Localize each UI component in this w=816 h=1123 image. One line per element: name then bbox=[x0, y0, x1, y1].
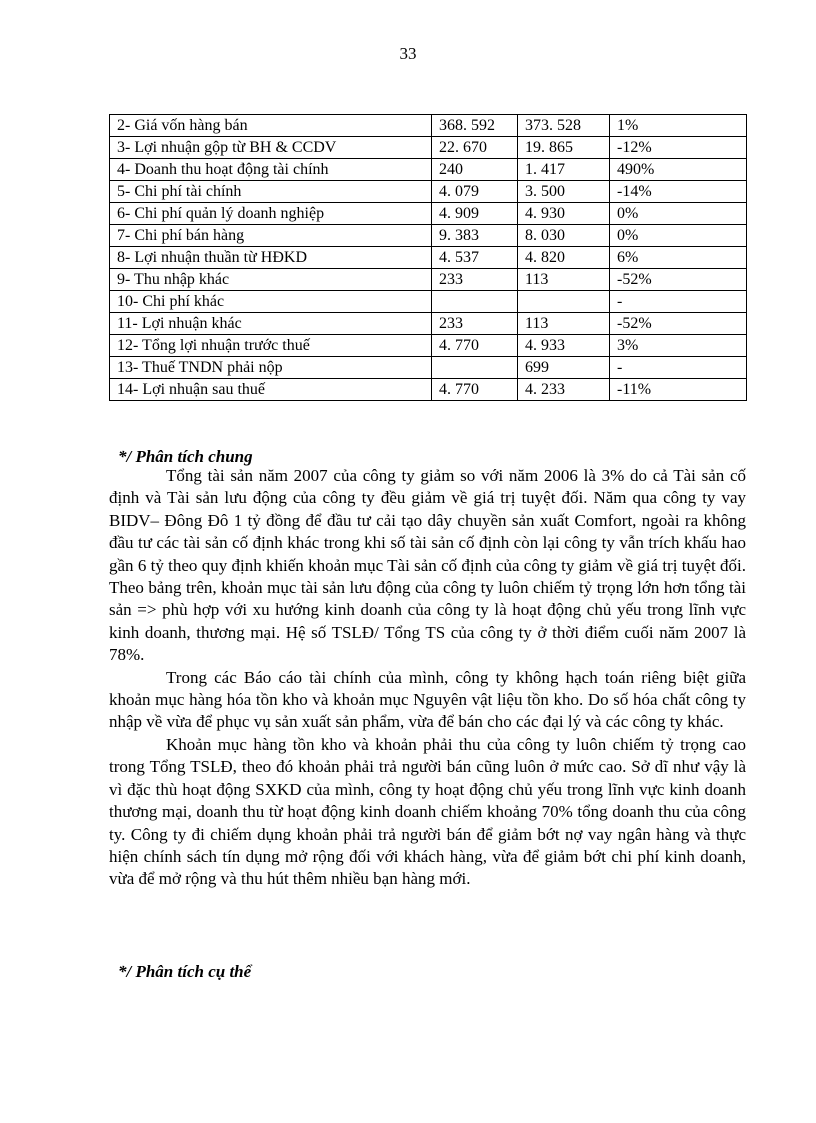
value-2007: 4. 233 bbox=[518, 379, 610, 401]
row-label: 8- Lợi nhuận thuần từ HĐKD bbox=[110, 247, 432, 269]
change-percent: 1% bbox=[610, 115, 747, 137]
row-label: 9- Thu nhập khác bbox=[110, 269, 432, 291]
change-percent: - bbox=[610, 291, 747, 313]
change-percent: 3% bbox=[610, 335, 747, 357]
row-label: 10- Chi phí khác bbox=[110, 291, 432, 313]
table-row bbox=[110, 357, 747, 379]
paragraph: Tổng tài sản năm 2007 của công ty giảm so với năm 2006 là 3% do cả Tài sản cố định và Tài sản lưu động của công ty đều giảm về giá trị tuyệt đối. Năm qua công ty vay BIDV– Đông Đô 1 tỷ đồng để đầu tư cải tạo dây chuyền sản xuất Comfort, ngoài ra không đầu tư các tài sản cố định khác trong khi số tài sản cố định còn lại công ty vẫn trích khấu hao gần 6 tỷ theo quy định khiến khoản mục Tài sản cố định của công ty giảm về giá trị tuyệt đối. Theo bảng trên, khoản mục tài sản lưu động của công ty luôn chiếm tỷ trọng lớn hơn tổng tài sản => phù hợp với xu hướng kinh doanh của công ty là hoạt động chủ yếu trong lĩnh vực kinh doanh, thương mại. Hệ số TSLĐ/ Tổng TS của công ty ở thời điểm cuối năm 2007 là 78%. bbox=[109, 466, 746, 665]
section-heading-detailed-analysis: */ Phân tích cụ thể bbox=[118, 962, 252, 981]
change-percent: 490% bbox=[610, 159, 747, 181]
value-2007: 3. 500 bbox=[518, 181, 610, 203]
value-2007: 4. 933 bbox=[518, 335, 610, 357]
analysis-body bbox=[109, 465, 746, 891]
value-2006 bbox=[432, 291, 518, 313]
value-2007: 1. 417 bbox=[518, 159, 610, 181]
value-2006: 233 bbox=[432, 313, 518, 335]
table-row bbox=[110, 225, 747, 247]
row-label: 14- Lợi nhuận sau thuế bbox=[110, 379, 432, 401]
value-2007: 699 bbox=[518, 357, 610, 379]
row-label: 4- Doanh thu hoạt động tài chính bbox=[110, 159, 432, 181]
value-2007: 113 bbox=[518, 269, 610, 291]
table-row bbox=[110, 115, 747, 137]
row-label: 7- Chi phí bán hàng bbox=[110, 225, 432, 247]
row-label: 3- Lợi nhuận gộp từ BH & CCDV bbox=[110, 137, 432, 159]
change-percent: -12% bbox=[610, 137, 747, 159]
table-row bbox=[110, 335, 747, 357]
change-percent: -11% bbox=[610, 379, 747, 401]
row-label: 13- Thuế TNDN phải nộp bbox=[110, 357, 432, 379]
table-row bbox=[110, 137, 747, 159]
change-percent: -14% bbox=[610, 181, 747, 203]
row-label: 2- Giá vốn hàng bán bbox=[110, 115, 432, 137]
table-row bbox=[110, 291, 747, 313]
page-number: 33 bbox=[399, 44, 417, 63]
table-row bbox=[110, 247, 747, 269]
table-row bbox=[110, 313, 747, 335]
value-2006: 4. 770 bbox=[432, 335, 518, 357]
financial-table-body bbox=[110, 115, 747, 401]
value-2007: 113 bbox=[518, 313, 610, 335]
value-2006: 368. 592 bbox=[432, 115, 518, 137]
change-percent: 0% bbox=[610, 225, 747, 247]
table-row bbox=[110, 159, 747, 181]
section-heading-general-analysis: */ Phân tích chung bbox=[118, 447, 253, 466]
value-2006: 22. 670 bbox=[432, 137, 518, 159]
value-2007: 8. 030 bbox=[518, 225, 610, 247]
value-2007: 4. 820 bbox=[518, 247, 610, 269]
value-2006: 4. 770 bbox=[432, 379, 518, 401]
row-label: 12- Tổng lợi nhuận trước thuế bbox=[110, 335, 432, 357]
value-2006: 240 bbox=[432, 159, 518, 181]
value-2007: 373. 528 bbox=[518, 115, 610, 137]
table-row bbox=[110, 269, 747, 291]
value-2006 bbox=[432, 357, 518, 379]
paragraph: Khoản mục hàng tồn kho và khoản phải thu của công ty luôn chiếm tỷ trọng cao trong Tổng TSLĐ, theo đó khoản phải trả người bán cũng luôn ở mức cao. Sở dĩ như vậy là vì đặc thù hoạt động SXKD của mình, công ty hoạt động chủ yếu trong lĩnh vực kinh doanh thương mại, doanh thu từ hoạt động kinh doanh chiếm khoảng 70% tổng doanh thu của công ty. Công ty đi chiếm dụng khoản phải trả người bán để giảm bớt nợ vay ngân hàng và thực hiện chính sách tín dụng mở rộng đối với khách hàng, vừa để giảm bớt chi phí kinh doanh, vừa để mở rộng và thu hút thêm nhiều bạn hàng mới. bbox=[109, 734, 746, 889]
change-percent: 0% bbox=[610, 203, 747, 225]
table-row bbox=[110, 181, 747, 203]
change-percent: -52% bbox=[610, 269, 747, 291]
financial-table bbox=[109, 114, 747, 401]
value-2007: 19. 865 bbox=[518, 137, 610, 159]
change-percent: 6% bbox=[610, 247, 747, 269]
value-2006: 233 bbox=[432, 269, 518, 291]
value-2006: 4. 537 bbox=[432, 247, 518, 269]
paragraph: Trong các Báo cáo tài chính của mình, công ty không hạch toán riêng biệt giữa khoản mục hàng hóa tồn kho và khoản mục Nguyên vật liệu tồn kho. Do số hóa chất công ty nhập về vừa để phục vụ sản xuất sản phẩm, vừa để bán cho các đại lý và các công ty khác. bbox=[109, 667, 746, 732]
value-2006: 9. 383 bbox=[432, 225, 518, 247]
change-percent: -52% bbox=[610, 313, 747, 335]
value-2007: 4. 930 bbox=[518, 203, 610, 225]
table-row bbox=[110, 203, 747, 225]
change-percent: - bbox=[610, 357, 747, 379]
row-label: 6- Chi phí quản lý doanh nghiệp bbox=[110, 203, 432, 225]
table-row bbox=[110, 379, 747, 401]
value-2006: 4. 909 bbox=[432, 203, 518, 225]
value-2006: 4. 079 bbox=[432, 181, 518, 203]
value-2007 bbox=[518, 291, 610, 313]
row-label: 11- Lợi nhuận khác bbox=[110, 313, 432, 335]
row-label: 5- Chi phí tài chính bbox=[110, 181, 432, 203]
